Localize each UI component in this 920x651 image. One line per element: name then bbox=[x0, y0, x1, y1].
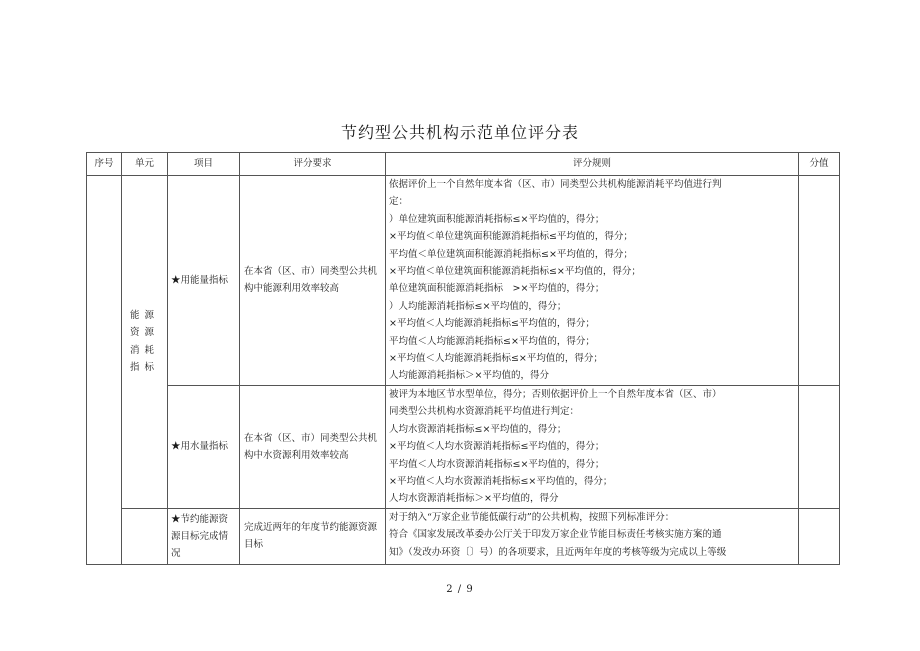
rule-line: ×平均值＜人均能源消耗指标≤平均值的，得分； bbox=[389, 318, 595, 330]
requirement-cell: 在本省（区、市）同类型公共机构中能源利用效率较高 bbox=[240, 176, 386, 386]
header-item: 项目 bbox=[168, 153, 240, 176]
score-cell bbox=[799, 176, 840, 386]
rule-line: ×平均值＜人均水资源消耗指标≤×平均值的，得分； bbox=[389, 475, 613, 487]
rule-line: 平均值＜单位建筑面积能源消耗指标≤×平均值的，得分； bbox=[389, 248, 633, 260]
table-row bbox=[87, 508, 840, 564]
rule-line: 依据评价上一个自然年度本省（区、市）同类型公共机构能源消耗平均值进行判 bbox=[389, 179, 722, 190]
rule-line: 符合《国家发展改革委办公厅关于印发万家企业节能目标责任考核实施方案的通 bbox=[389, 529, 722, 541]
unit-cell: 能源资源消耗指标 bbox=[122, 176, 168, 509]
score-cell bbox=[799, 385, 840, 508]
rule-line: ×平均值＜人均能源消耗指标≤×平均值的，得分； bbox=[389, 353, 603, 365]
rule-line: 被评为本地区节水型单位，得分；否则依据评价上一个自然年度本省（区、市） bbox=[389, 388, 722, 400]
rule-line: ）单位建筑面积能源消耗指标≤×平均值的，得分； bbox=[389, 213, 605, 225]
item-cell: ★用能量指标 bbox=[168, 176, 240, 386]
requirement-cell: 完成近两年的年度节约能源资源目标 bbox=[240, 508, 386, 564]
table-header-row bbox=[87, 153, 840, 176]
header-requirement: 评分要求 bbox=[240, 153, 386, 176]
scoring-table bbox=[86, 152, 840, 565]
rule-cell bbox=[386, 385, 799, 508]
seq-cell bbox=[87, 176, 122, 565]
header-seq: 序号 bbox=[87, 153, 122, 176]
rule-line: 定： bbox=[389, 196, 409, 208]
rule-line: 平均值＜人均水资源消耗指标≤×平均值的，得分； bbox=[389, 458, 605, 470]
header-score: 分值 bbox=[799, 153, 840, 176]
requirement-cell: 在本省（区、市）同类型公共机构中水资源利用效率较高 bbox=[240, 385, 386, 508]
rule-line: 人均能源消耗指标＞×平均值的，得分 bbox=[389, 370, 549, 382]
score-cell bbox=[799, 508, 840, 564]
page-number: 2 / 9 bbox=[446, 584, 474, 595]
rule-line: 单位建筑面积能源消耗指标 >×平均值的，得分； bbox=[389, 283, 605, 295]
rule-line: 平均值＜人均能源消耗指标≤×平均值的，得分； bbox=[389, 335, 595, 347]
header-rule: 评分规则 bbox=[386, 153, 799, 176]
rule-line: ×平均值＜单位建筑面积能源消耗指标≤×平均值的，得分； bbox=[389, 266, 641, 278]
table-row bbox=[87, 385, 840, 508]
rule-cell bbox=[386, 176, 799, 386]
item-cell: ★用水量指标 bbox=[168, 385, 240, 508]
rule-line: 同类型公共机构水资源消耗平均值进行判定： bbox=[389, 406, 580, 418]
table-row bbox=[87, 176, 840, 386]
rule-line: 对于纳入“万家企业节能低碳行动”的公共机构，按照下列标准评分： bbox=[389, 511, 675, 523]
document-title: 节约型公共机构示范单位评分表 bbox=[340, 123, 579, 142]
rule-line: ×平均值＜人均水资源消耗指标≤平均值的，得分； bbox=[389, 441, 605, 453]
rule-line: 人均水资源消耗指标≤×平均值的，得分； bbox=[389, 423, 567, 435]
unit-cell-empty bbox=[122, 508, 168, 564]
rule-line: 知》（发改办环资〔〕号）的各项要求，且近两年年度的考核等级为完成以上等级 bbox=[389, 546, 727, 558]
rule-cell bbox=[386, 508, 799, 564]
header-unit: 单元 bbox=[122, 153, 168, 176]
rule-line: 人均水资源消耗指标＞×平均值的，得分 bbox=[389, 493, 559, 505]
rule-line: ×平均值＜单位建筑面积能源消耗指标≤平均值的，得分； bbox=[389, 231, 633, 243]
item-cell: ★节约能源资源目标完成情况 bbox=[168, 508, 240, 564]
rule-line: ）人均能源消耗指标≤×平均值的，得分； bbox=[389, 300, 567, 312]
